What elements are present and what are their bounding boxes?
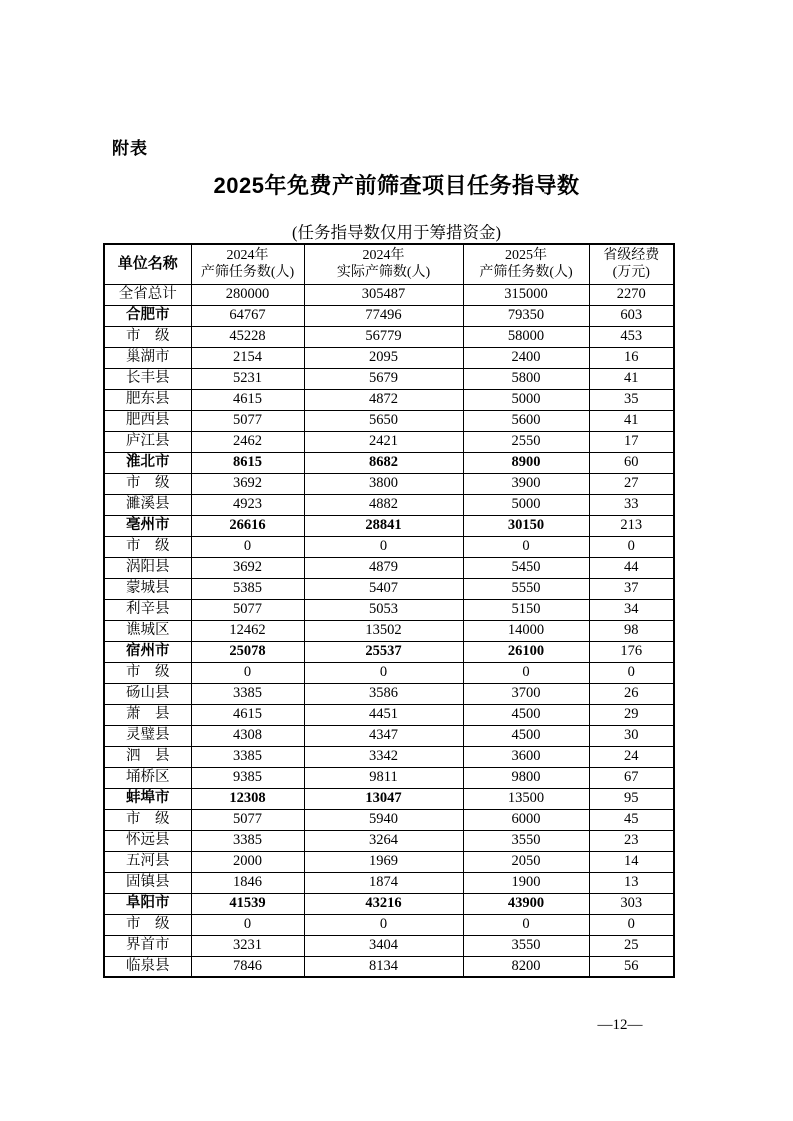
value-cell: 13502 [304, 620, 463, 641]
unit-name-cell: 阜阳市 [104, 893, 191, 914]
unit-name-cell: 淮北市 [104, 452, 191, 473]
value-cell: 4500 [463, 704, 589, 725]
unit-name-cell: 泗 县 [104, 746, 191, 767]
unit-name-cell: 蒙城县 [104, 578, 191, 599]
value-cell: 12462 [191, 620, 304, 641]
table-row [104, 914, 674, 935]
value-cell: 67 [589, 767, 674, 788]
value-cell: 4615 [191, 389, 304, 410]
unit-name-cell: 埇桥区 [104, 767, 191, 788]
unit-name-cell: 亳州市 [104, 515, 191, 536]
unit-name-cell: 灵璧县 [104, 725, 191, 746]
value-cell: 17 [589, 431, 674, 452]
table-row [104, 326, 674, 347]
table-row [104, 284, 674, 305]
value-cell: 5385 [191, 578, 304, 599]
table-row [104, 872, 674, 893]
value-cell: 9811 [304, 767, 463, 788]
value-cell: 1846 [191, 872, 304, 893]
table-row [104, 599, 674, 620]
unit-name-cell: 长丰县 [104, 368, 191, 389]
value-cell: 4882 [304, 494, 463, 515]
table-row [104, 788, 674, 809]
value-cell: 3264 [304, 830, 463, 851]
table-row [104, 244, 674, 284]
value-cell: 5679 [304, 368, 463, 389]
table-row [104, 935, 674, 956]
value-cell: 23 [589, 830, 674, 851]
value-cell: 2400 [463, 347, 589, 368]
value-cell: 213 [589, 515, 674, 536]
value-cell: 453 [589, 326, 674, 347]
value-cell: 29 [589, 704, 674, 725]
value-cell: 0 [191, 536, 304, 557]
table-row [104, 368, 674, 389]
table-row [104, 473, 674, 494]
unit-name-cell: 五河县 [104, 851, 191, 872]
value-cell: 34 [589, 599, 674, 620]
value-cell: 6000 [463, 809, 589, 830]
value-cell: 3404 [304, 935, 463, 956]
value-cell: 2154 [191, 347, 304, 368]
value-cell: 0 [463, 536, 589, 557]
value-cell: 13 [589, 872, 674, 893]
value-cell: 37 [589, 578, 674, 599]
value-cell: 3600 [463, 746, 589, 767]
page-number: —12— [597, 1017, 643, 1033]
unit-name-cell: 固镇县 [104, 872, 191, 893]
value-cell: 2462 [191, 431, 304, 452]
unit-name-cell: 临泉县 [104, 956, 191, 977]
column-header: 2024年 实际产筛数(人) [304, 244, 463, 284]
table-row [104, 536, 674, 557]
value-cell: 35 [589, 389, 674, 410]
value-cell: 12308 [191, 788, 304, 809]
unit-name-cell: 市 级 [104, 809, 191, 830]
value-cell: 5407 [304, 578, 463, 599]
table-row [104, 578, 674, 599]
value-cell: 98 [589, 620, 674, 641]
table-row [104, 809, 674, 830]
value-cell: 3231 [191, 935, 304, 956]
value-cell: 5800 [463, 368, 589, 389]
value-cell: 4347 [304, 725, 463, 746]
value-cell: 43900 [463, 893, 589, 914]
unit-name-cell: 庐江县 [104, 431, 191, 452]
table-row [104, 452, 674, 473]
guidance-table [103, 243, 675, 978]
value-cell: 5940 [304, 809, 463, 830]
value-cell: 24 [589, 746, 674, 767]
table-row [104, 704, 674, 725]
value-cell: 4923 [191, 494, 304, 515]
value-cell: 5600 [463, 410, 589, 431]
value-cell: 9800 [463, 767, 589, 788]
value-cell: 5000 [463, 494, 589, 515]
value-cell: 30 [589, 725, 674, 746]
value-cell: 3692 [191, 473, 304, 494]
value-cell: 5000 [463, 389, 589, 410]
unit-name-cell: 肥西县 [104, 410, 191, 431]
value-cell: 5077 [191, 809, 304, 830]
table-row [104, 767, 674, 788]
value-cell: 25078 [191, 641, 304, 662]
value-cell: 0 [304, 536, 463, 557]
value-cell: 280000 [191, 284, 304, 305]
value-cell: 77496 [304, 305, 463, 326]
value-cell: 0 [191, 914, 304, 935]
value-cell: 41 [589, 368, 674, 389]
table-header-row [104, 244, 674, 284]
value-cell: 4500 [463, 725, 589, 746]
page-title: 2025年免费产前筛查项目任务指导数 [213, 173, 580, 198]
value-cell: 25 [589, 935, 674, 956]
value-cell: 95 [589, 788, 674, 809]
value-cell: 1900 [463, 872, 589, 893]
unit-name-cell: 界首市 [104, 935, 191, 956]
value-cell: 3800 [304, 473, 463, 494]
value-cell: 5550 [463, 578, 589, 599]
unit-name-cell: 涡阳县 [104, 557, 191, 578]
value-cell: 2550 [463, 431, 589, 452]
value-cell: 0 [463, 662, 589, 683]
table-row [104, 851, 674, 872]
table-row [104, 725, 674, 746]
value-cell: 25537 [304, 641, 463, 662]
unit-name-cell: 市 级 [104, 914, 191, 935]
value-cell: 60 [589, 452, 674, 473]
value-cell: 8900 [463, 452, 589, 473]
value-cell: 5077 [191, 599, 304, 620]
value-cell: 14 [589, 851, 674, 872]
value-cell: 3700 [463, 683, 589, 704]
table-row [104, 494, 674, 515]
value-cell: 28841 [304, 515, 463, 536]
column-header: 省级经费 (万元) [589, 244, 674, 284]
value-cell: 3385 [191, 683, 304, 704]
table-row [104, 620, 674, 641]
value-cell: 45 [589, 809, 674, 830]
unit-name-cell: 萧 县 [104, 704, 191, 725]
unit-name-cell: 巢湖市 [104, 347, 191, 368]
value-cell: 43216 [304, 893, 463, 914]
value-cell: 305487 [304, 284, 463, 305]
value-cell: 58000 [463, 326, 589, 347]
unit-name-cell: 宿州市 [104, 641, 191, 662]
unit-name-cell: 市 级 [104, 536, 191, 557]
value-cell: 5150 [463, 599, 589, 620]
value-cell: 9385 [191, 767, 304, 788]
unit-name-cell: 全省总计 [104, 284, 191, 305]
unit-name-cell: 怀远县 [104, 830, 191, 851]
value-cell: 3342 [304, 746, 463, 767]
unit-name-cell: 利辛县 [104, 599, 191, 620]
value-cell: 56 [589, 956, 674, 977]
unit-name-cell: 市 级 [104, 326, 191, 347]
value-cell: 4308 [191, 725, 304, 746]
value-cell: 64767 [191, 305, 304, 326]
table-row [104, 410, 674, 431]
value-cell: 4879 [304, 557, 463, 578]
value-cell: 16 [589, 347, 674, 368]
table-row [104, 305, 674, 326]
value-cell: 0 [589, 536, 674, 557]
value-cell: 0 [304, 914, 463, 935]
value-cell: 2000 [191, 851, 304, 872]
table-row [104, 557, 674, 578]
value-cell: 5231 [191, 368, 304, 389]
value-cell: 1969 [304, 851, 463, 872]
value-cell: 3385 [191, 830, 304, 851]
value-cell: 0 [589, 662, 674, 683]
value-cell: 44 [589, 557, 674, 578]
value-cell: 41539 [191, 893, 304, 914]
value-cell: 3385 [191, 746, 304, 767]
table-row [104, 389, 674, 410]
value-cell: 7846 [191, 956, 304, 977]
value-cell: 1874 [304, 872, 463, 893]
unit-name-cell: 合肥市 [104, 305, 191, 326]
unit-name-cell: 市 级 [104, 662, 191, 683]
value-cell: 603 [589, 305, 674, 326]
table-row [104, 641, 674, 662]
table-row [104, 347, 674, 368]
column-header: 单位名称 [104, 244, 191, 284]
value-cell: 8200 [463, 956, 589, 977]
value-cell: 41 [589, 410, 674, 431]
value-cell: 30150 [463, 515, 589, 536]
value-cell: 3900 [463, 473, 589, 494]
table-row [104, 830, 674, 851]
value-cell: 176 [589, 641, 674, 662]
table-row [104, 956, 674, 977]
value-cell: 26100 [463, 641, 589, 662]
value-cell: 0 [589, 914, 674, 935]
unit-name-cell: 砀山县 [104, 683, 191, 704]
table-body [104, 284, 674, 977]
value-cell: 4872 [304, 389, 463, 410]
value-cell: 3550 [463, 935, 589, 956]
column-header: 2025年 产筛任务数(人) [463, 244, 589, 284]
value-cell: 79350 [463, 305, 589, 326]
value-cell: 3586 [304, 683, 463, 704]
unit-name-cell: 蚌埠市 [104, 788, 191, 809]
value-cell: 3692 [191, 557, 304, 578]
value-cell: 13047 [304, 788, 463, 809]
value-cell: 0 [304, 662, 463, 683]
value-cell: 26 [589, 683, 674, 704]
value-cell: 27 [589, 473, 674, 494]
table-row [104, 683, 674, 704]
value-cell: 2270 [589, 284, 674, 305]
value-cell: 5450 [463, 557, 589, 578]
attachment-label: 附表 [112, 139, 148, 158]
value-cell: 5077 [191, 410, 304, 431]
value-cell: 4615 [191, 704, 304, 725]
value-cell: 2095 [304, 347, 463, 368]
unit-name-cell: 谯城区 [104, 620, 191, 641]
table-row [104, 893, 674, 914]
table-row [104, 515, 674, 536]
table-row [104, 431, 674, 452]
value-cell: 8134 [304, 956, 463, 977]
value-cell: 303 [589, 893, 674, 914]
unit-name-cell: 濉溪县 [104, 494, 191, 515]
value-cell: 2421 [304, 431, 463, 452]
value-cell: 56779 [304, 326, 463, 347]
table-row [104, 746, 674, 767]
value-cell: 8615 [191, 452, 304, 473]
value-cell: 5053 [304, 599, 463, 620]
column-header: 2024年 产筛任务数(人) [191, 244, 304, 284]
page-subtitle: (任务指导数仅用于筹措资金) [292, 223, 501, 242]
value-cell: 45228 [191, 326, 304, 347]
value-cell: 26616 [191, 515, 304, 536]
value-cell: 0 [191, 662, 304, 683]
table-row [104, 662, 674, 683]
value-cell: 4451 [304, 704, 463, 725]
value-cell: 3550 [463, 830, 589, 851]
value-cell: 315000 [463, 284, 589, 305]
unit-name-cell: 市 级 [104, 473, 191, 494]
value-cell: 33 [589, 494, 674, 515]
value-cell: 5650 [304, 410, 463, 431]
value-cell: 8682 [304, 452, 463, 473]
unit-name-cell: 肥东县 [104, 389, 191, 410]
value-cell: 13500 [463, 788, 589, 809]
value-cell: 2050 [463, 851, 589, 872]
value-cell: 0 [463, 914, 589, 935]
value-cell: 14000 [463, 620, 589, 641]
